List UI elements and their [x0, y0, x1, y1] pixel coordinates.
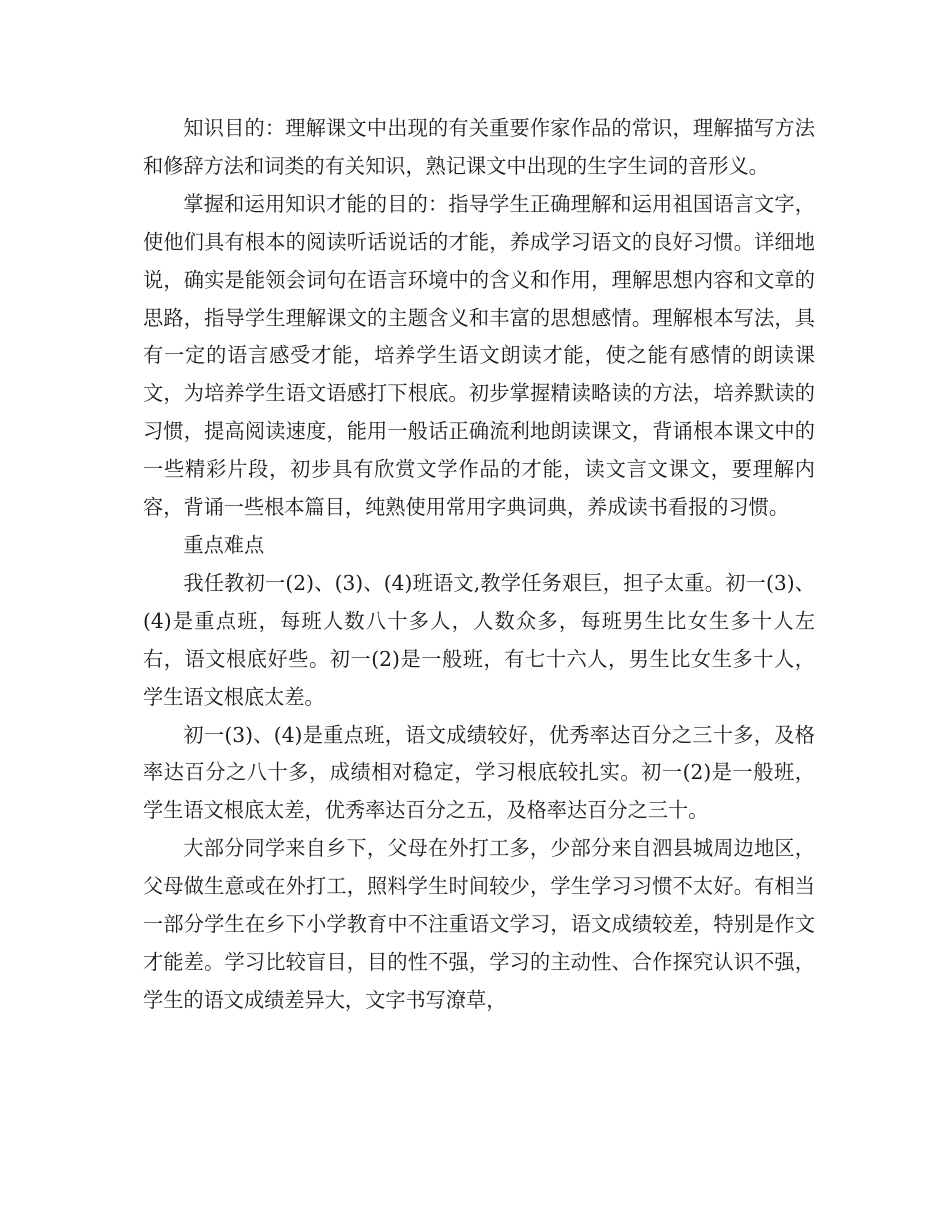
paragraph-class-overview: 我任教初一(2)、(3)、(4)班语文,教学任务艰巨，担子太重。初一(3)、(4)是重点班，每班人数八十多人，人数众多，每班男生比女生多十人左右，语文根底好些。初一(2)是一般班，有七十六人，男生比女生多十人，学生语文根底太差。: [143, 570, 815, 709]
paragraph-knowledge-goal: 知识目的：理解课文中出现的有关重要作家作品的常识，理解描写方法和修辞方法和词类的有关知识，熟记课文中出现的生字生词的音形义。: [143, 116, 815, 178]
paragraph-skill-goal: 掌握和运用知识才能的目的：指导学生正确理解和运用祖国语言文字，使他们具有根本的阅读听话说话的才能，养成学习语文的良好习惯。详细地说，确实是能领会词句在语言环境中的含义和作用，理解思想内容和文章的思路，指导学生理解课文的主题含义和丰富的思想感情。理解根本写法，具有一定的语言感受才能，培养学生语文朗读才能，使之能有感情的朗读课文，为培养学生语文语感打下根底。初步掌握精读略读的方法，培养默读的习惯，提高阅读速度，能用一般话正确流利地朗读课文，背诵根本课文中的一些精彩片段，初步具有欣赏文学作品的才能，读文言文课文，要理解内容，背诵一些根本篇目，纯熟使用常用字典词典，养成读书看报的习惯。: [143, 191, 815, 520]
document-page: [143, 110, 815, 1020]
paragraph-class-performance: 初一(3)、(4)是重点班，语文成绩较好，优秀率达百分之三十多，及格率达百分之八十多，成绩相对稳定，学习根底较扎实。初一(2)是一般班，学生语文根底太差，优秀率达百分之五，及格率达百分之三十。: [143, 722, 815, 823]
section-heading-key-difficulties: 重点难点: [183, 532, 265, 557]
paragraph-student-background: 大部分同学来自乡下，父母在外打工多，少部分来自泗县城周边地区，父母做生意或在外打工，照料学生时间较少，学生学习习惯不太好。有相当一部分学生在乡下小学教育中不注重语文学习，语文成绩较差，特别是作文才能差。学习比较盲目，目的性不强，学习的主动性、合作探究认识不强，学生的语文成绩差异大，文字书写潦草，: [143, 836, 815, 1012]
